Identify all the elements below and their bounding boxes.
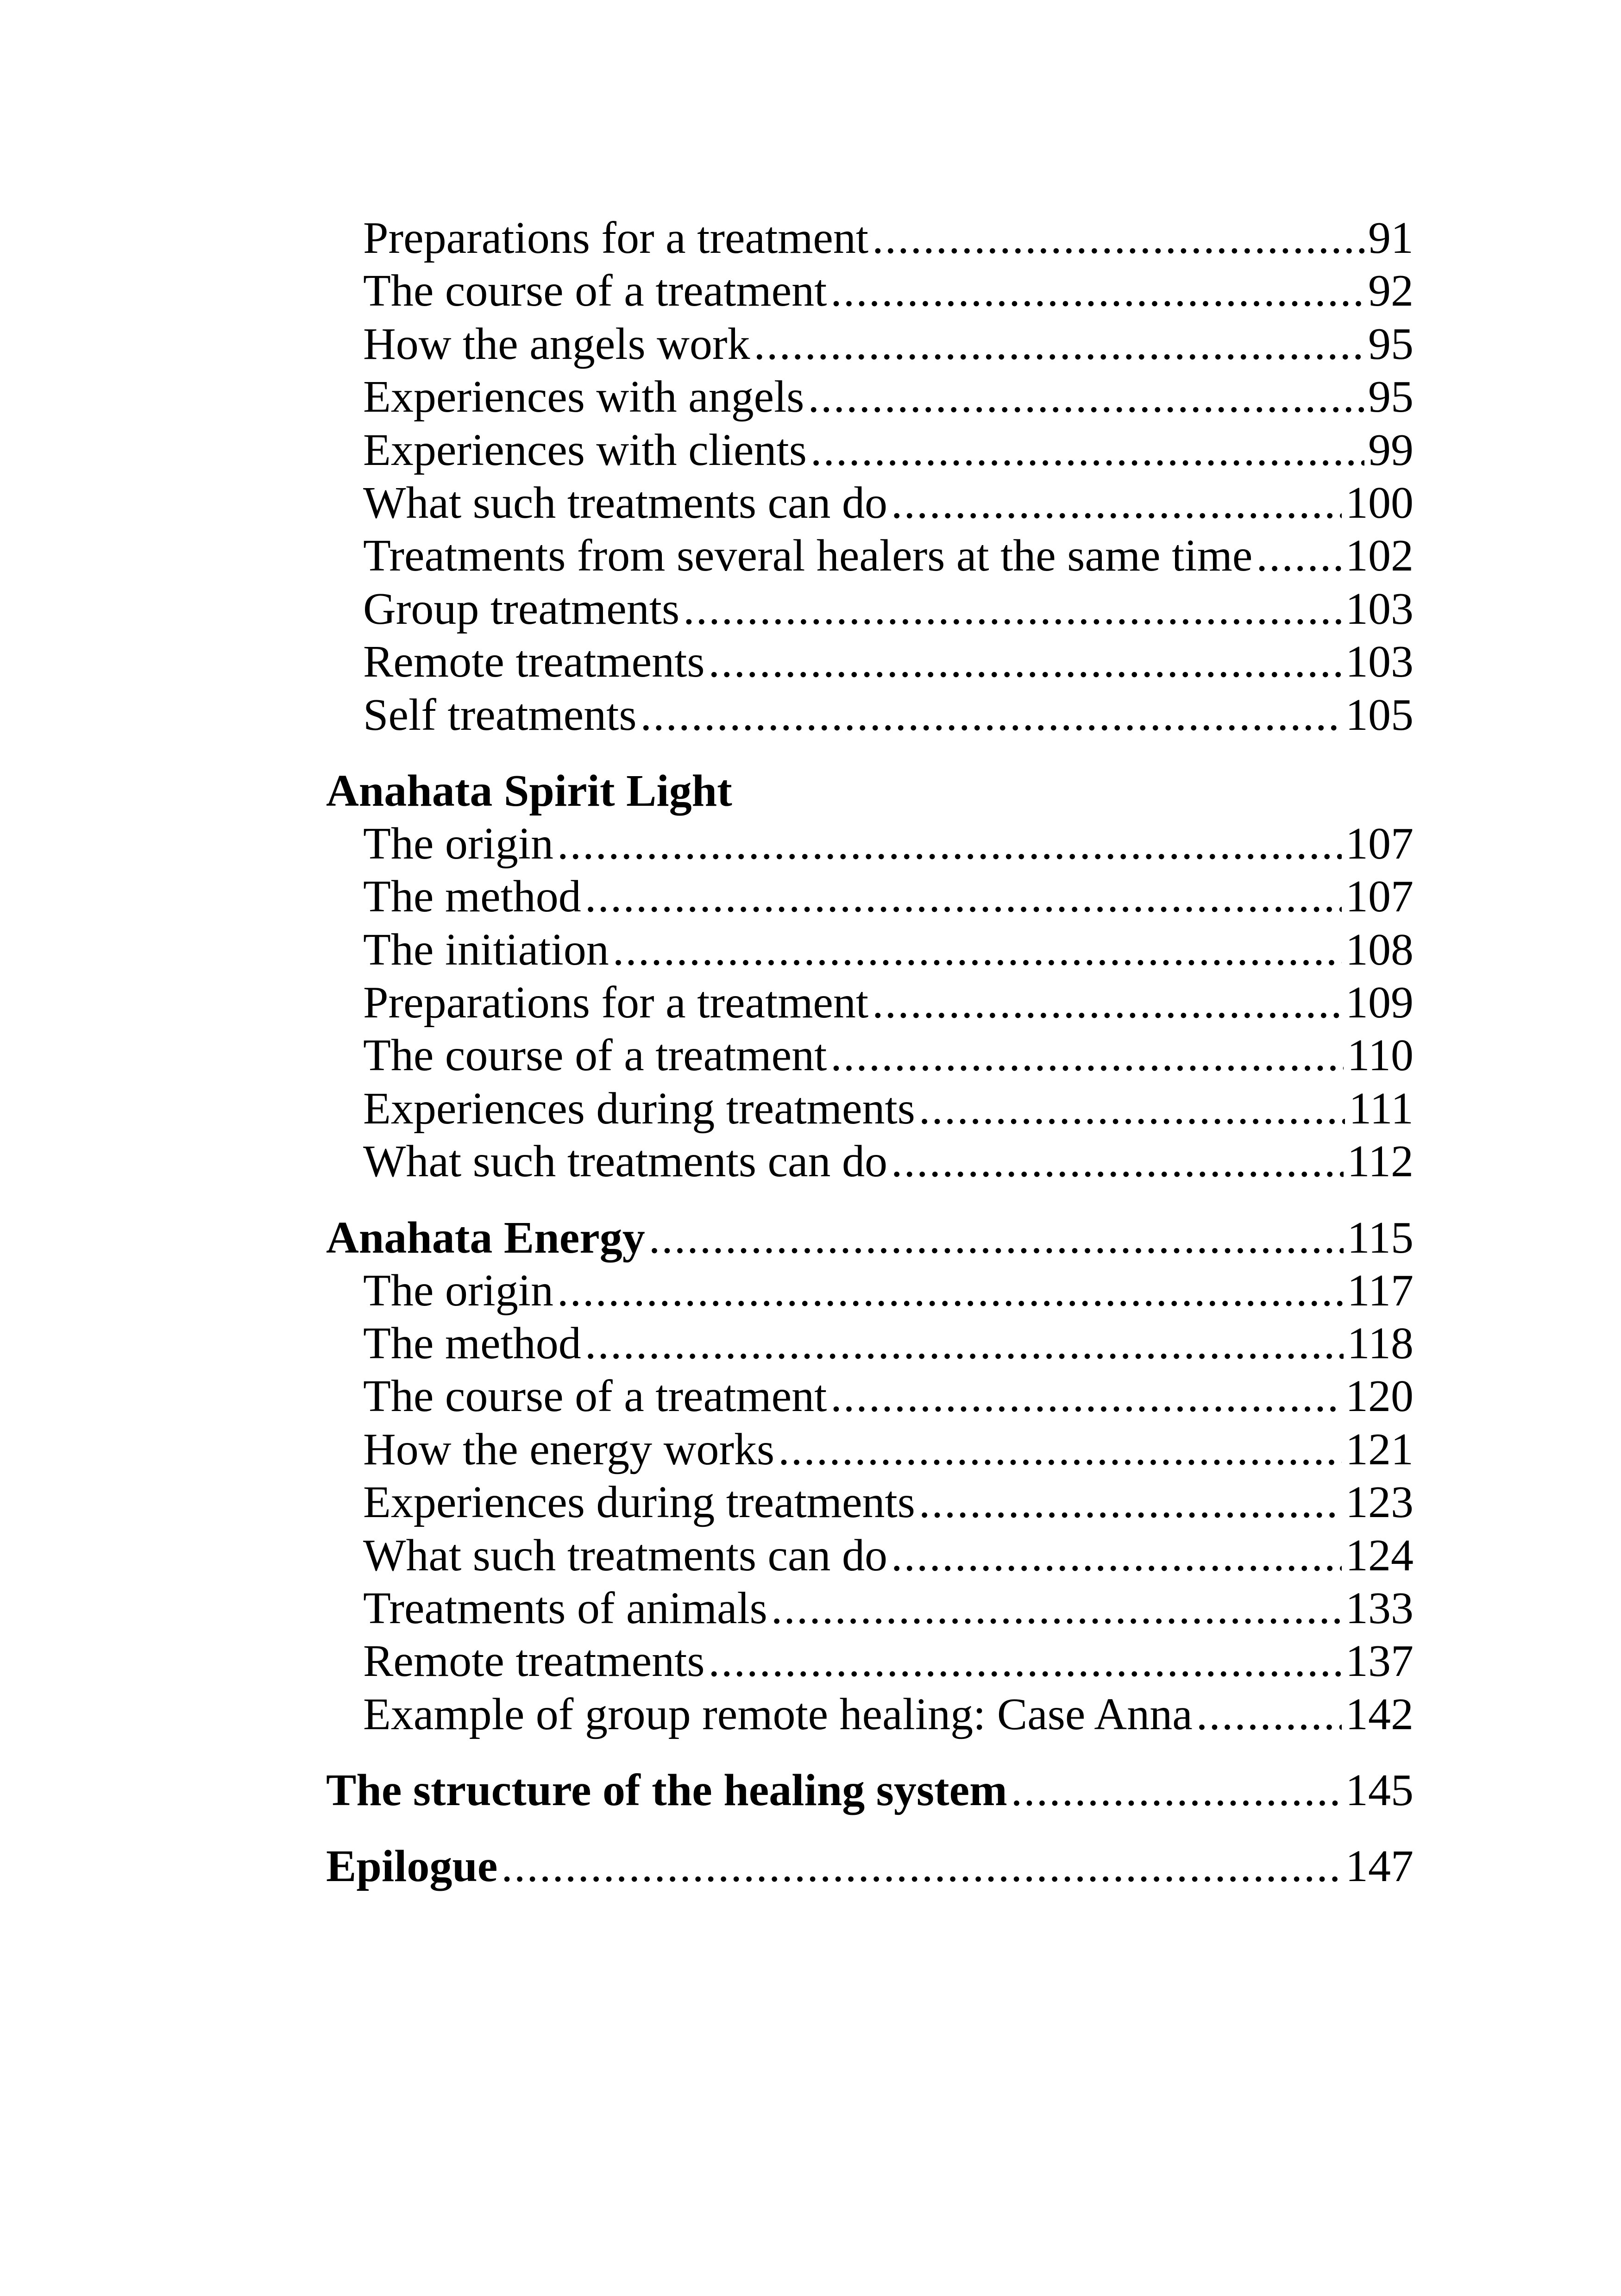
toc-entry-page: 107 — [1345, 818, 1414, 869]
toc-entry-title: Remote treatments — [363, 1636, 705, 1687]
dot-leader — [709, 635, 1342, 688]
section-energy — [326, 1211, 1414, 1741]
toc-entry-page: 103 — [1345, 637, 1414, 687]
toc-entry-page: 100 — [1345, 477, 1414, 528]
section-spirit-light — [326, 765, 1414, 1188]
toc-entry-page: 117 — [1347, 1265, 1414, 1316]
toc-entry-title: Treatments of animals — [363, 1583, 767, 1633]
dot-leader — [1011, 1764, 1342, 1817]
dot-leader — [810, 424, 1364, 477]
toc-entry-title: Example of group remote healing: Case Anna — [363, 1689, 1193, 1739]
toc-entry[interactable] — [363, 529, 1414, 582]
toc-entry-page: 108 — [1345, 924, 1414, 975]
toc-entry[interactable] — [363, 1029, 1414, 1082]
toc-entry-page: 105 — [1345, 690, 1414, 740]
dot-leader — [754, 318, 1364, 370]
section-heading-title: The structure of the healing system — [326, 1765, 1007, 1816]
toc-entry-title: The method — [363, 1318, 581, 1369]
toc-entry-title: Preparations for a treatment — [363, 978, 869, 1028]
dot-leader — [830, 264, 1364, 317]
toc-entry-page: 118 — [1347, 1318, 1414, 1369]
toc-entry-title: Experiences during treatments — [363, 1083, 915, 1134]
dot-leader — [641, 689, 1342, 741]
dot-leader — [830, 1370, 1342, 1423]
toc-entry-title: The course of a treatment — [363, 1030, 827, 1081]
toc-entry-title: The course of a treatment — [363, 1371, 827, 1422]
dot-leader — [891, 1135, 1344, 1188]
toc-entry-title: The course of a treatment — [363, 266, 827, 316]
toc-entry-page: 95 — [1368, 319, 1414, 369]
toc-entry-title: Self treatments — [363, 690, 637, 740]
toc-entry[interactable] — [363, 923, 1414, 976]
toc-entry[interactable] — [363, 370, 1414, 423]
toc-entry[interactable] — [363, 870, 1414, 923]
dot-leader — [1256, 529, 1342, 582]
toc-entry-title: Preparations for a treatment — [363, 213, 869, 263]
toc-entry[interactable] — [363, 583, 1414, 635]
dot-leader — [872, 212, 1364, 264]
toc-entry-title: How the energy works — [363, 1424, 775, 1474]
toc-entry-page: 95 — [1368, 372, 1414, 422]
toc-entry-title: What such treatments can do — [363, 1530, 888, 1581]
section-entries — [326, 817, 1414, 1188]
toc-entry-title: Experiences with clients — [363, 425, 807, 475]
toc-entry[interactable] — [363, 689, 1414, 741]
dot-leader — [649, 1211, 1344, 1264]
dot-leader — [891, 477, 1342, 529]
toc-entry-title: What such treatments can do — [363, 1136, 888, 1187]
toc-entry-page: 133 — [1345, 1583, 1414, 1633]
toc-entry[interactable] — [363, 1370, 1414, 1423]
dot-leader — [891, 1529, 1342, 1582]
section-heading-epilogue[interactable] — [326, 1840, 1414, 1893]
toc-entry-title: The method — [363, 872, 581, 922]
table-of-contents — [326, 212, 1414, 1893]
dot-leader — [501, 1840, 1342, 1893]
toc-entry[interactable] — [363, 1582, 1414, 1635]
toc-entry-page: 111 — [1349, 1083, 1414, 1134]
toc-entry[interactable] — [363, 1423, 1414, 1476]
section-heading-page: 115 — [1347, 1212, 1414, 1263]
toc-entry-page: 107 — [1345, 872, 1414, 922]
dot-leader — [1196, 1688, 1342, 1741]
toc-entry[interactable] — [363, 976, 1414, 1029]
toc-entry-page: 91 — [1368, 213, 1414, 263]
toc-entry-title: The origin — [363, 818, 553, 869]
section-heading-structure[interactable] — [326, 1764, 1414, 1817]
toc-entry-title: What such treatments can do — [363, 477, 888, 528]
toc-entry[interactable] — [363, 212, 1414, 264]
toc-entry[interactable] — [363, 1135, 1414, 1188]
dot-leader — [771, 1582, 1342, 1635]
toc-entry[interactable] — [363, 1688, 1414, 1741]
dot-leader — [808, 370, 1364, 423]
toc-entry-page: 121 — [1345, 1424, 1414, 1474]
dot-leader — [585, 870, 1342, 923]
toc-entry[interactable] — [363, 1082, 1414, 1135]
toc-entry-page: 102 — [1345, 531, 1414, 581]
toc-entry[interactable] — [363, 1529, 1414, 1582]
section-heading-title: Epilogue — [326, 1841, 498, 1892]
section-heading-energy[interactable] — [326, 1211, 1414, 1264]
toc-entry-page: 109 — [1345, 978, 1414, 1028]
toc-entry-title: Remote treatments — [363, 637, 705, 687]
toc-entry[interactable] — [363, 635, 1414, 688]
toc-entry[interactable] — [363, 318, 1414, 370]
dot-leader — [683, 583, 1342, 635]
toc-entry[interactable] — [363, 1264, 1414, 1317]
toc-entry-title: Experiences during treatments — [363, 1477, 915, 1528]
dot-leader — [919, 1082, 1345, 1135]
toc-entry-title: Group treatments — [363, 583, 680, 634]
toc-entry-page: 99 — [1368, 425, 1414, 475]
section-structure — [326, 1764, 1414, 1817]
dot-leader — [557, 817, 1342, 870]
toc-entry-page: 137 — [1345, 1636, 1414, 1687]
toc-entry[interactable] — [363, 1635, 1414, 1687]
dot-leader — [709, 1635, 1342, 1687]
toc-entry[interactable] — [363, 424, 1414, 477]
toc-entry-page: 112 — [1347, 1136, 1414, 1187]
toc-entry[interactable] — [363, 477, 1414, 529]
dot-leader — [557, 1264, 1344, 1317]
toc-entry-page: 92 — [1368, 266, 1414, 316]
section-heading-spirit-light[interactable]: Anahata Spirit Light — [326, 765, 732, 816]
section-heading-title: Anahata Energy — [326, 1212, 645, 1263]
continued-entries — [326, 212, 1414, 741]
toc-entry[interactable] — [363, 1476, 1414, 1529]
toc-entry-page: 110 — [1347, 1030, 1414, 1081]
toc-entry[interactable] — [363, 1317, 1414, 1370]
dot-leader — [778, 1423, 1342, 1476]
toc-entry-title: Treatments from several healers at the same time — [363, 531, 1253, 581]
toc-entry-page: 142 — [1345, 1689, 1414, 1739]
dot-leader — [830, 1029, 1343, 1082]
toc-entry-title: How the angels work — [363, 319, 750, 369]
dot-leader — [585, 1317, 1344, 1370]
toc-entry[interactable] — [363, 264, 1414, 317]
toc-entry-page: 120 — [1345, 1371, 1414, 1422]
toc-entry-page: 123 — [1345, 1477, 1414, 1528]
toc-entry-title: Experiences with angels — [363, 372, 804, 422]
toc-entry-page: 124 — [1345, 1530, 1414, 1581]
section-heading-page: 145 — [1345, 1765, 1414, 1816]
dot-leader — [919, 1476, 1342, 1529]
dot-leader — [872, 976, 1342, 1029]
toc-entry[interactable] — [363, 817, 1414, 870]
toc-entry-page: 103 — [1345, 583, 1414, 634]
section-heading-page: 147 — [1345, 1841, 1414, 1892]
section-epilogue — [326, 1840, 1414, 1893]
section-entries — [326, 1264, 1414, 1741]
toc-entry-title: The origin — [363, 1265, 553, 1316]
toc-entry-title: The initiation — [363, 924, 609, 975]
dot-leader — [613, 923, 1342, 976]
